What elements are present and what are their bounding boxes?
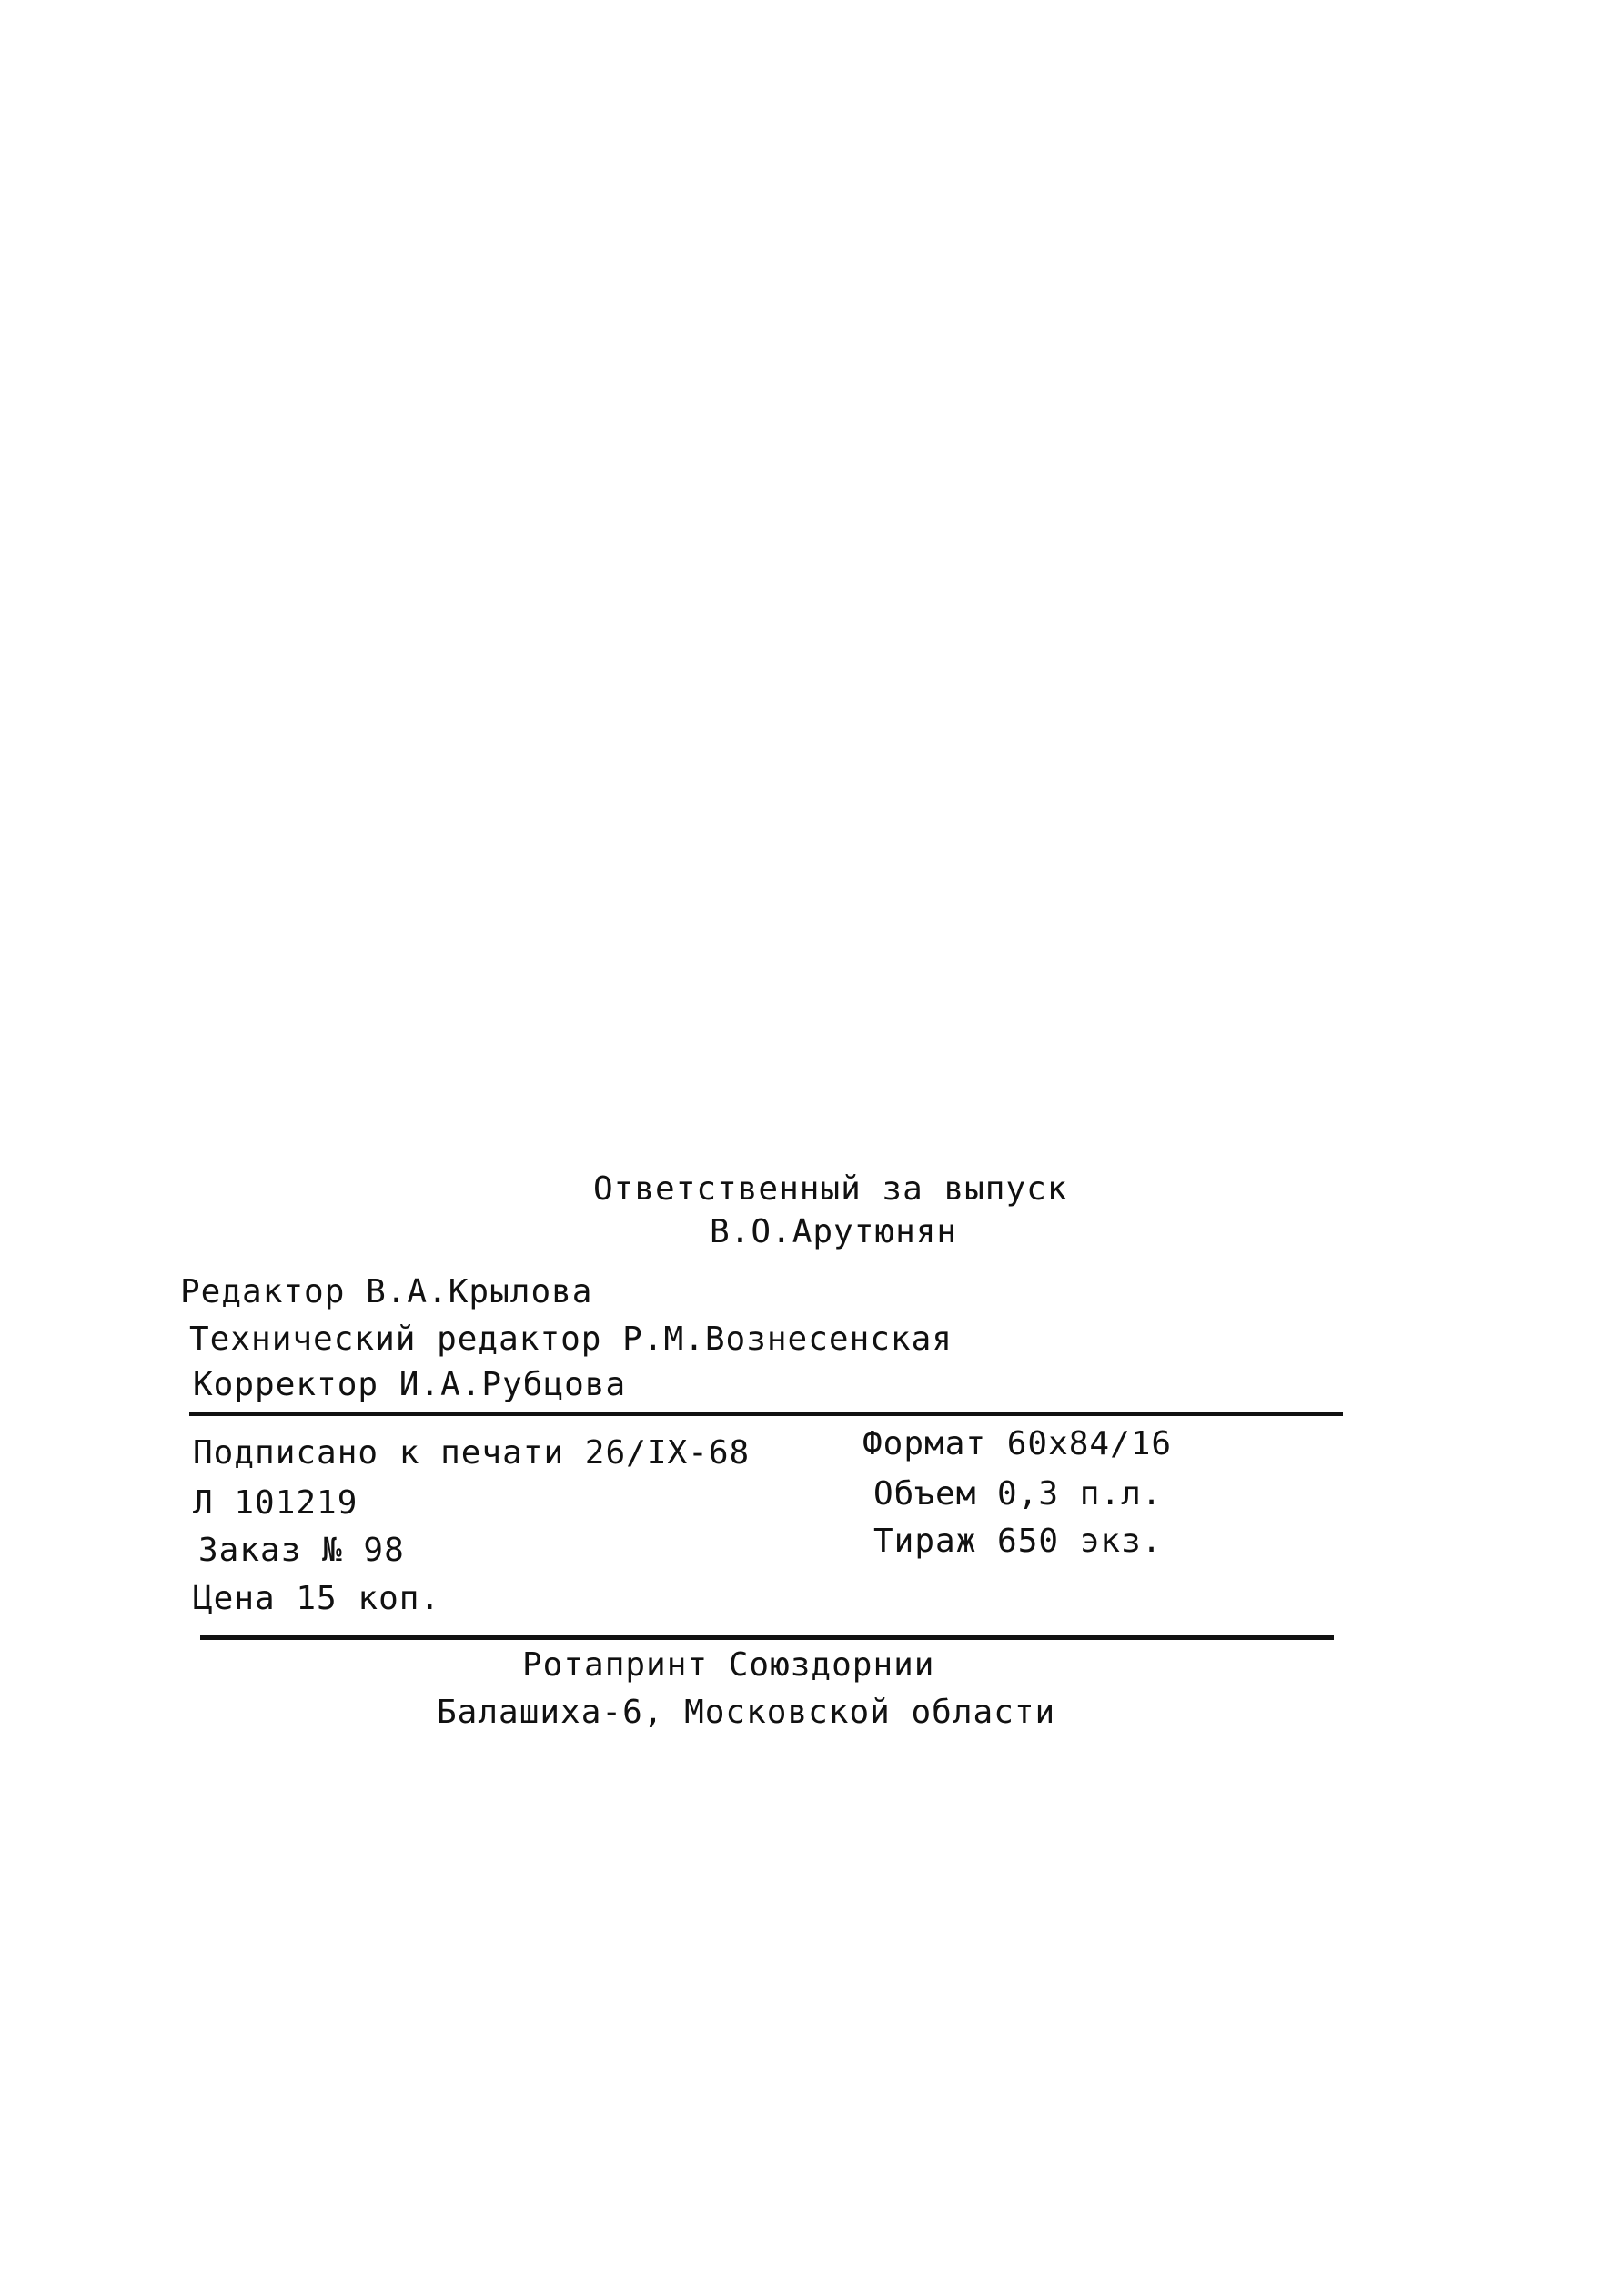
printer-name: Ротапринт Союздорнии bbox=[522, 1646, 935, 1684]
responsible-name: В.О.Арутюнян bbox=[710, 1213, 958, 1250]
printer-location: Балашиха-6, Московской области bbox=[437, 1694, 1056, 1731]
volume-line: Объем 0,3 п.л. bbox=[873, 1475, 1163, 1513]
proofreader-line: Корректор И.А.Рубцова bbox=[193, 1366, 627, 1403]
circulation-line: Тираж 650 экз. bbox=[873, 1523, 1163, 1560]
top-divider bbox=[189, 1412, 1343, 1416]
signed-for-print: Подписано к печати 26/IX-68 bbox=[193, 1434, 751, 1472]
price-line: Цена 15 коп. bbox=[193, 1580, 441, 1617]
format-line: Формат 60х84/16 bbox=[862, 1425, 1173, 1462]
license-line: Л 101219 bbox=[193, 1484, 358, 1522]
tech-editor-line: Технический редактор Р.М.Вознесенская bbox=[189, 1321, 953, 1358]
responsible-label: Ответственный за выпуск bbox=[593, 1170, 1068, 1208]
order-line: Заказ № 98 bbox=[198, 1532, 405, 1569]
bottom-divider bbox=[200, 1635, 1334, 1640]
editor-line: Редактор В.А.Крылова bbox=[180, 1273, 593, 1310]
